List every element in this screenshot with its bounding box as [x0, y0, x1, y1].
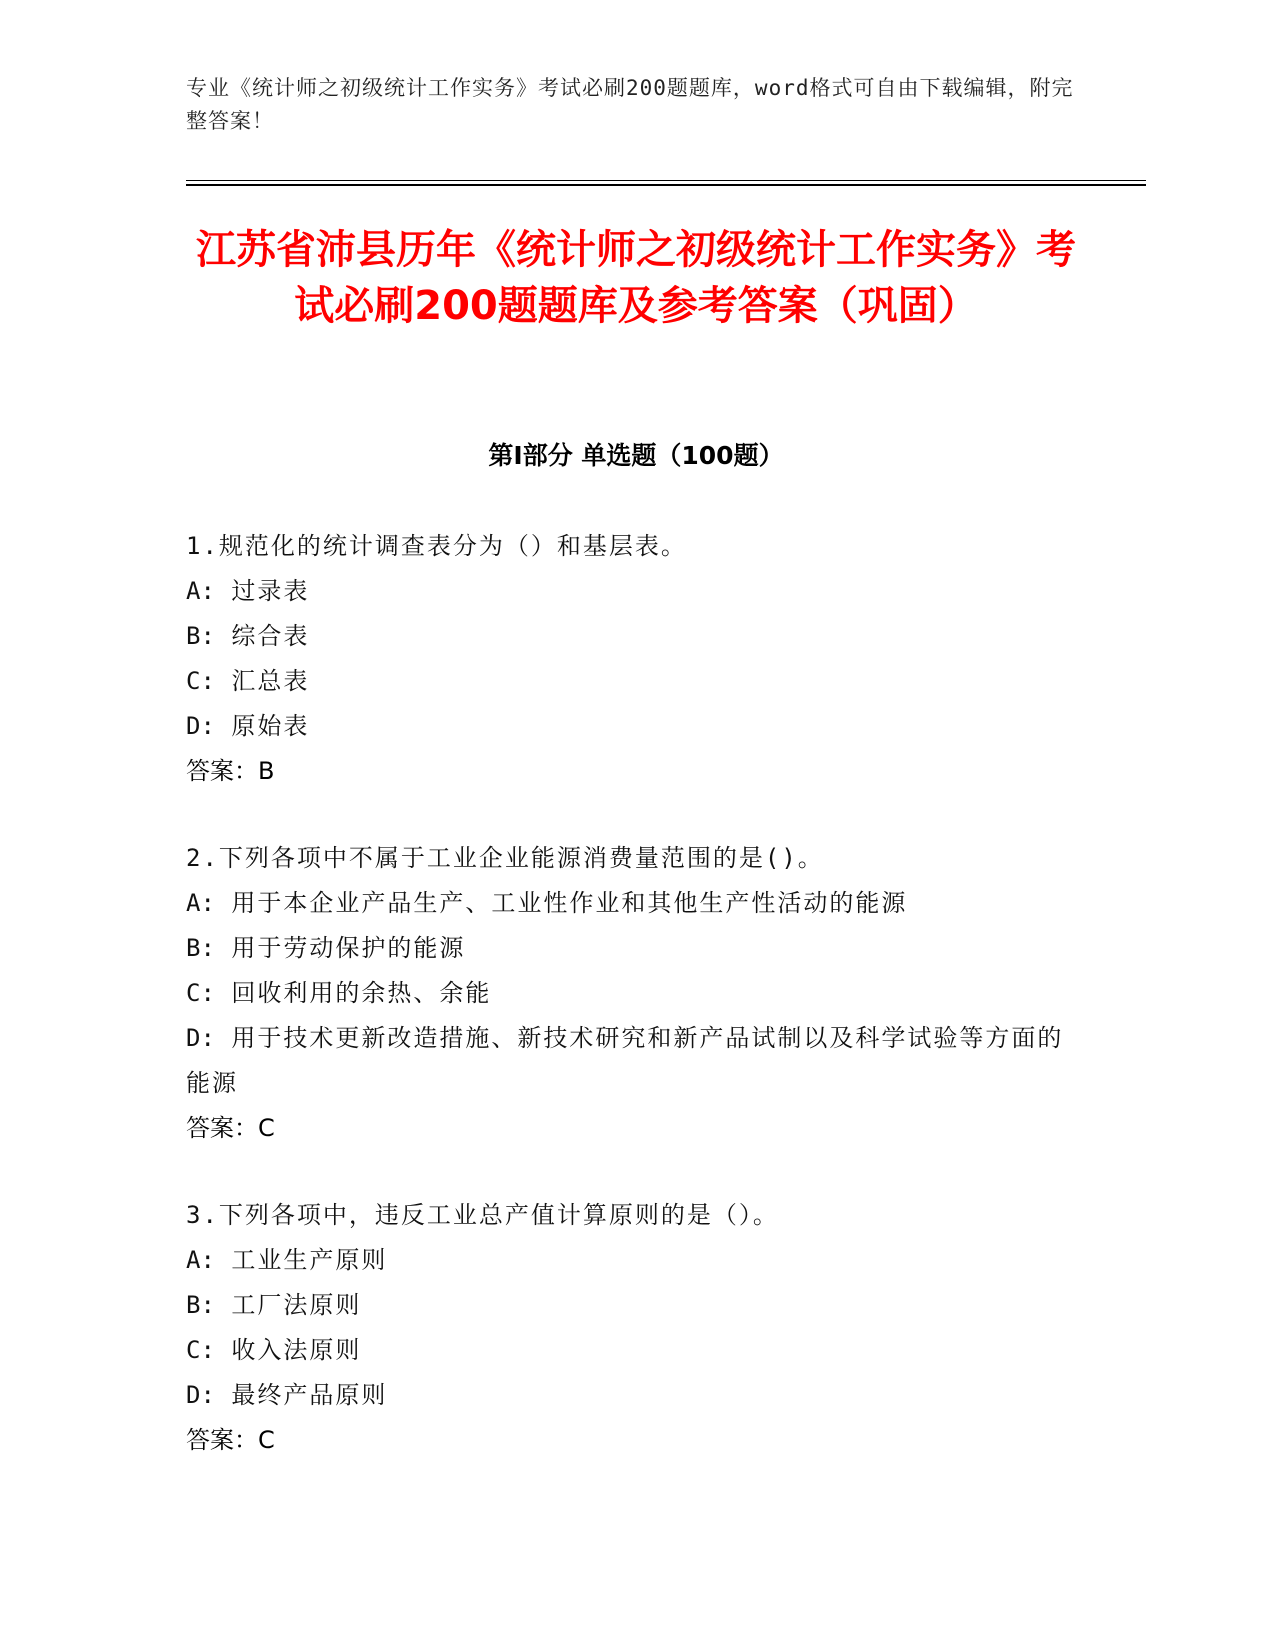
question-item — [186, 1193, 1086, 1463]
answer-line: 答案：C — [186, 1426, 275, 1454]
section-heading: 第Ⅰ部分 单选题（100题） — [488, 441, 784, 470]
document-title: 江苏省沛县历年《统计师之初级统计工作实务》考试必刷200题题库及参考答案（巩固） — [196, 227, 1076, 329]
option-b: B: 工厂法原则 — [186, 1291, 362, 1319]
option-a: A: 过录表 — [186, 577, 310, 605]
header-divider-thin — [186, 180, 1146, 181]
question-item — [186, 836, 1086, 1151]
question-stem: 2.下列各项中不属于工业企业能源消费量范围的是()。 — [186, 844, 824, 872]
answer-line: 答案：C — [186, 1114, 275, 1142]
answer-line: 答案：B — [186, 757, 275, 785]
header-note: 专业《统计师之初级统计工作实务》考试必刷200题题库，word格式可自由下载编辑，附完整答案！ — [186, 76, 1074, 133]
option-d: D: 用于技术更新改造措施、新技术研究和新产品试制以及科学试验等方面的能源 — [186, 1024, 1064, 1097]
option-d: D: 原始表 — [186, 712, 310, 740]
option-b: B: 综合表 — [186, 622, 310, 650]
question-stem: 1.规范化的统计调查表分为（）和基层表。 — [186, 532, 687, 560]
option-a: A: 用于本企业产品生产、工业性作业和其他生产性活动的能源 — [186, 889, 908, 917]
option-c: C: 收入法原则 — [186, 1336, 362, 1364]
option-a: A: 工业生产原则 — [186, 1246, 388, 1274]
question-list — [186, 524, 1086, 1505]
option-d: D: 最终产品原则 — [186, 1381, 388, 1409]
question-stem: 3.下列各项中，违反工业总产值计算原则的是（）。 — [186, 1201, 779, 1229]
question-item — [186, 524, 1086, 794]
option-b: B: 用于劳动保护的能源 — [186, 934, 466, 962]
option-c: C: 汇总表 — [186, 667, 310, 695]
option-c: C: 回收利用的余热、余能 — [186, 979, 492, 1007]
header-divider-thick — [186, 184, 1146, 186]
